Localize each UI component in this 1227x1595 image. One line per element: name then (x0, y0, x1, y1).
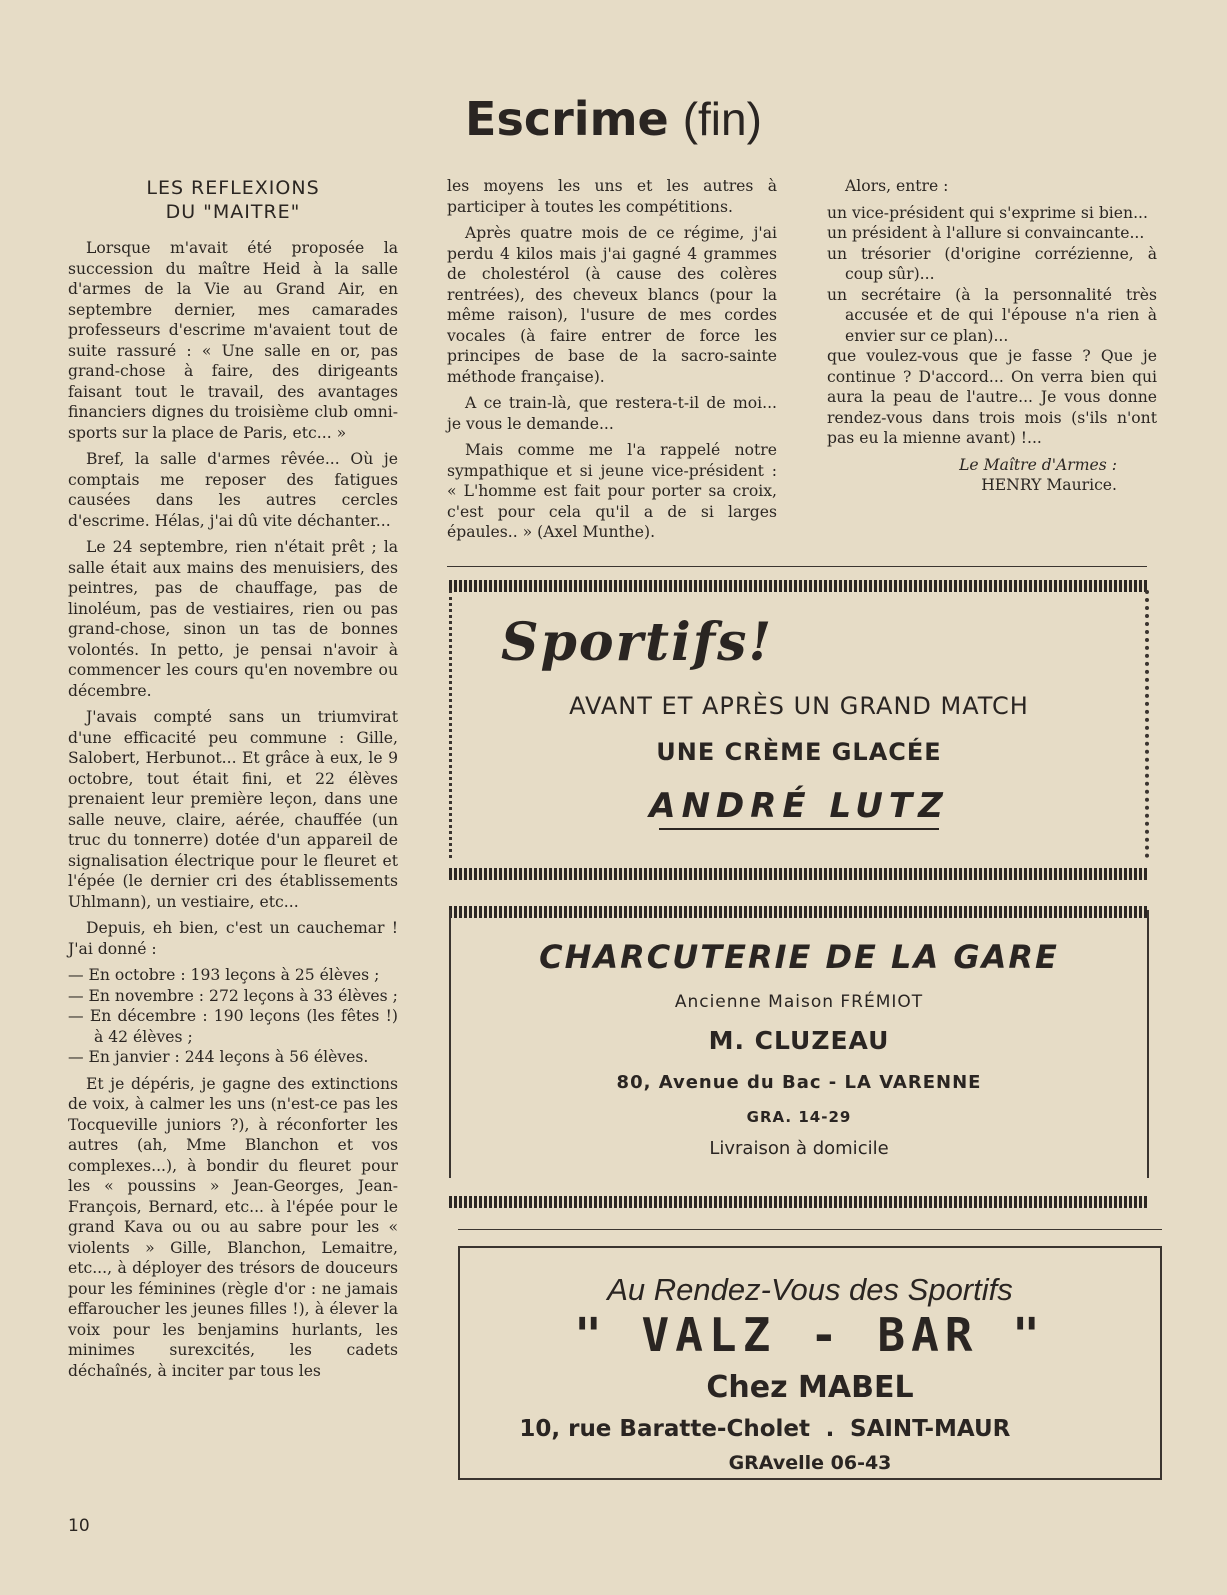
article-column-3 (827, 176, 1157, 496)
paragraph: Alors, entre : (845, 177, 949, 195)
article-heading-line-2: DU "MAITRE" (165, 201, 301, 223)
paragraph: J'avais compté sans un triumvirat d'une efficacité peu commune : Gille, Salobert, Herbunot... Et grâce à eux, le 9 octobre, tout était fini, et 22 élèves prenaient leur première leçon, dans une salle neuve, claire, aérée, chauffée (un truc du tonnerre) dotée d'un appareil de signalisation électrique pour le fleuret et l'épée (le dernier cri des établissements Uhlmann), un vestiaire, etc... (68, 708, 398, 911)
paragraph: Et je dépéris, je gagne des extinctions de voix, à calmer les uns (n'est-ce pas les Tocqueville juniors ?), à réconforter les autres (ah, Mme Blanchon et vos complexes...), à bondir du fleuret pour les « poussins » Jean-Georges, Jean-François, Bernard, etc... à l'épée pour le grand Kava ou ou au sabre pour les « violents » Gille, Blanchon, Lemaitre, etc..., à déployer des trésors de douceurs pour les féminines (règle d'or : ne jamais effaroucher les jeunes filles !), à élever la voix pour les benjamins hurlants, les minimes surexcités, les cadets déchaînés, à inciter par tous les (68, 1074, 398, 1380)
paragraph: Après quatre mois de ce régime, j'ai perdu 4 kilos mais j'ai gagné 4 grammes de cholestérol (à cause des colères rentrées), des cheveux blancs (pour la même raison), l'usure de mes cordes vocales (à faire entrer de force les principes de base de la sacro-sainte méthode française). (447, 224, 777, 386)
paragraph: Bref, la salle d'armes rêvée... Où je comptais me reposer des fatigues causées dans les autres cercles d'escrime. Hélas, j'ai dû vite déchanter... (68, 450, 398, 530)
title-main: Escrime (465, 92, 669, 146)
article-column-1 (68, 176, 398, 1387)
shop-delivery: Livraison à domicile (709, 1138, 889, 1159)
list-item: — En octobre : 193 leçons à 25 élèves ; (68, 966, 380, 984)
ad-headline: Sportifs! (501, 612, 774, 673)
bar-name: " VALZ - BAR " (574, 1308, 1046, 1362)
shop-phone: GRA. 14-29 (746, 1108, 852, 1126)
article-heading-line-1: LES REFLEXIONS (146, 177, 320, 199)
divider (458, 1229, 1162, 1230)
article-column-2 (447, 176, 777, 549)
ad-charcuterie (449, 910, 1149, 1178)
list-item: — En novembre : 272 leçons à 33 élèves ; (68, 986, 398, 1005)
divider (447, 566, 1147, 567)
hatched-border-bottom (449, 1196, 1149, 1208)
list-item: un vice-président qui s'exprime si bien... (827, 203, 1148, 222)
list-item: — En janvier : 244 leçons à 56 élèves. (68, 1048, 369, 1066)
paragraph: Mais comme me l'a rappelé notre sympathique et si jeune vice-président : « L'homme est fait pour porter sa croix, c'est pour cela qu'il a de si larges épaules.. » (Axel Munthe). (447, 441, 777, 541)
bar-phone: GRAvelle 06-43 (728, 1452, 892, 1474)
bar-city: SAINT-MAUR (850, 1416, 1011, 1442)
bar-street: 10, rue Baratte-Cholet (519, 1416, 810, 1442)
shop-address: 80, Avenue du Bac - LA VARENNE (616, 1072, 982, 1093)
bar-address (460, 1416, 1160, 1442)
page-title (0, 92, 1227, 146)
paragraph: que voulez-vous que je fasse ? Que je continue ? D'accord... On verra bien qui aura la peau de l'autre... Je vous donne rendez-vous dans trois mois (s'ils n'ont pas eu la mienne avant) !... (827, 347, 1157, 447)
page-number: 10 (68, 1516, 90, 1536)
paragraph: Lorsque m'avait été proposée la succession du maître Heid à la salle d'armes de la Vie au Grand Air, en septembre dernier, mes camarades professeurs d'escrime m'avaient tout de suite rassuré : « Une salle en or, pas grand-chose à faire, des dirigeants faisant tout le travail, des avantages financiers dignes du troisième club omni-sports sur la place de Paris, etc... » (68, 239, 398, 442)
brand-underline (659, 828, 939, 830)
list-item: un secrétaire (à la personnalité très accusée et de qui l'épouse n'a rien à envier sur ce plan)... (827, 285, 1157, 345)
paragraph: Le 24 septembre, rien n'était prêt ; la salle était aux mains des menuisiers, des peintres, pas de chauffage, pas de linoléum, pas de vestiaires, rien ou pas grand-chose, sinon un tas de bonnes volontés. In petto, je pensai n'avoir à commencer les cours qu'en novembre ou décembre. (68, 538, 398, 700)
signature (827, 455, 1157, 496)
lessons-list (68, 965, 398, 1068)
paragraph: A ce train-là, que restera-t-il de moi... je vous le demande... (447, 394, 777, 433)
title-suffix: (fin) (682, 93, 762, 145)
ad-valz-bar (458, 1246, 1162, 1480)
hatched-border-bottom (449, 868, 1149, 880)
bar-tagline: Au Rendez-Vous des Sportifs (607, 1272, 1013, 1307)
signature-name: HENRY Maurice. (981, 476, 1117, 494)
shop-owner: M. CLUZEAU (708, 1026, 890, 1055)
ad-sportifs (449, 590, 1149, 858)
signature-role: Le Maître d'Armes : (959, 455, 1117, 474)
article-heading (68, 176, 398, 224)
list-item: un président à l'allure si convaincante... (827, 224, 1145, 242)
bar-address-separator: . (825, 1416, 835, 1442)
paragraph: Depuis, eh bien, c'est un cauchemar ! J'ai donné : (68, 919, 398, 958)
list-item: — En décembre : 190 leçons (les fêtes !) à 42 élèves ; (68, 1007, 398, 1046)
paragraph: les moyens les uns et les autres à participer à toutes les compétitions. (447, 177, 777, 216)
ad-line: AVANT ET APRÈS UN GRAND MATCH (569, 692, 1029, 720)
shop-name: CHARCUTERIE DE LA GARE (539, 938, 1059, 976)
ad-brand: ANDRÉ LUTZ (649, 786, 949, 826)
list-item: un trésorier (d'origine corrézienne, à coup sûr)... (827, 244, 1157, 283)
bar-host: Chez MABEL (706, 1370, 914, 1405)
shop-former: Ancienne Maison FRÉMIOT (674, 992, 924, 1012)
ad-line: UNE CRÈME GLACÉE (656, 738, 942, 766)
